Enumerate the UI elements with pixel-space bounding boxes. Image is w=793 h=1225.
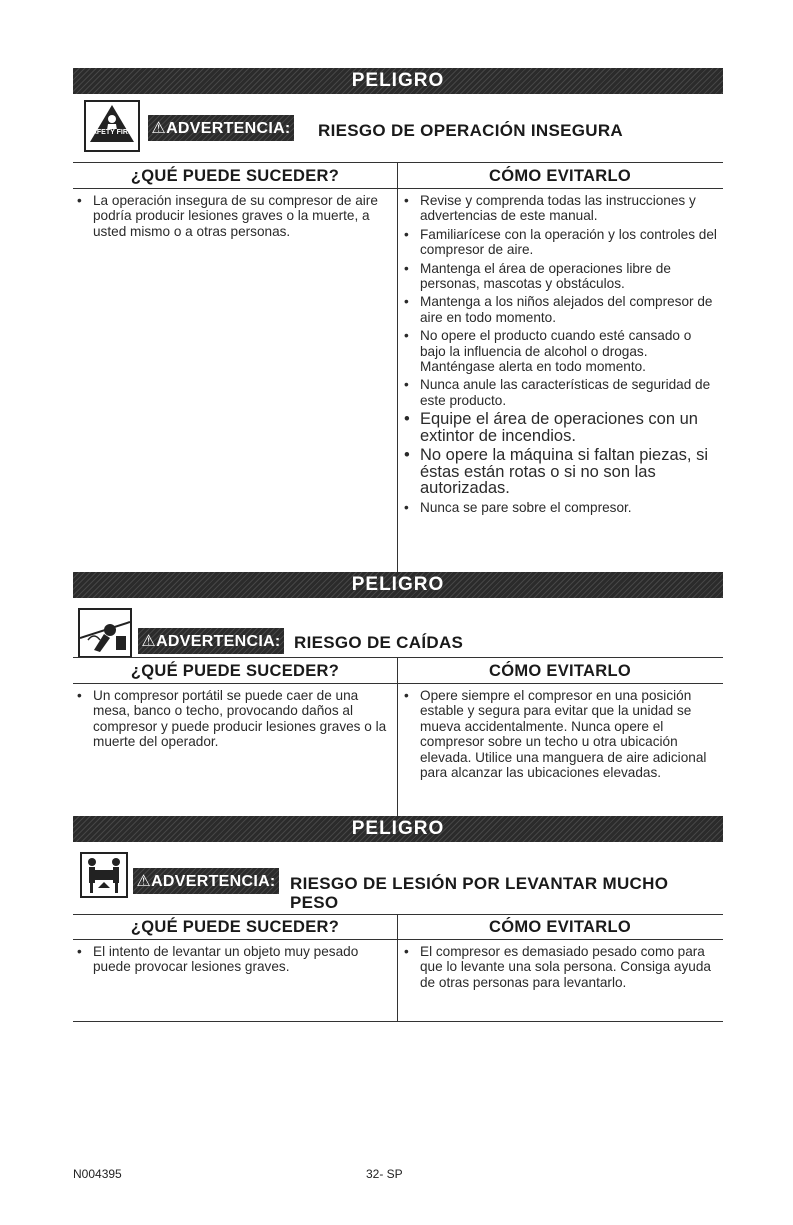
- how-to-avoid-header-1: CÓMO EVITARLO: [488, 167, 631, 185]
- list-item: • Nunca se pare sobre el compresor.: [400, 500, 718, 515]
- warning-badge-label: ⚠ADVERTENCIA:: [151, 120, 291, 137]
- section-rule-top-3: [73, 914, 723, 915]
- warning-badge-label: ⚠ADVERTENCIA:: [141, 633, 281, 650]
- what-can-happen-header-2: ¿QUÉ PUEDE SUCEDER?: [130, 662, 340, 680]
- header-rule-1: [73, 188, 723, 189]
- document-code: N004395: [73, 1167, 122, 1181]
- list-item: • Un compresor portátil se puede caer de una mesa, banco o techo, provocando daños al compresor y puede producir lesiones graves o la muerte del operador.: [73, 688, 391, 750]
- how-to-avoid-header-3: CÓMO EVITARLO: [488, 918, 631, 936]
- list-item: • El compresor es demasiado pesado como para que lo levante una sola persona. Consiga ayuda de otras personas para levantarlo.: [400, 944, 720, 990]
- warning-badge-label: ⚠ADVERTENCIA:: [136, 873, 276, 890]
- how-to-avoid-list-1: [400, 193, 718, 518]
- what-can-happen-header-3: ¿QUÉ PUEDE SUCEDER?: [130, 918, 340, 936]
- hazard-title-1: RIESGO DE OPERACIÓN INSEGURA: [318, 121, 623, 140]
- what-can-happen-header-1: ¿QUÉ PUEDE SUCEDER?: [130, 167, 340, 185]
- list-item: • No opere la máquina si faltan piezas, si éstas están rotas o si no son las autorizadas.: [400, 447, 718, 497]
- warning-badge-1: [148, 115, 294, 141]
- list-item: • Mantenga el área de operaciones libre de personas, mascotas y obstáculos.: [400, 261, 718, 292]
- section-rule-bottom-3: [73, 1021, 723, 1022]
- warning-badge-3: [133, 868, 279, 894]
- list-item: • Opere siempre el compresor en una posición estable y segura para evitar que la unidad se mueva accidentalmente. Nunca opere el compresor sobre un techo u otra ubicación elevada. Utilice una manguera de aire adicional para alcanzar las ubicaciones elevadas.: [400, 688, 720, 780]
- hazard-title-3: RIESGO DE LESIÓN POR LEVANTAR MUCHO PESO: [290, 874, 669, 912]
- list-item: • La operación insegura de su compresor de aire podría producir lesiones graves o la muerte, a usted mismo o a otras personas.: [73, 193, 385, 239]
- danger-banner-2: [73, 572, 723, 598]
- danger-banner-3: [73, 816, 723, 842]
- what-can-happen-list-3: [73, 944, 391, 978]
- header-rule-3: [73, 939, 723, 940]
- hazard-title-2: RIESGO DE CAÍDAS: [294, 633, 464, 652]
- list-item: • Revise y comprenda todas las instrucciones y advertencias de este manual.: [400, 193, 718, 224]
- safety-first-icon: [84, 100, 140, 152]
- list-item: • No opere el producto cuando esté cansado o bajo la influencia de alcohol o drogas. Manténgase alerta en todo momento.: [400, 328, 718, 374]
- how-to-avoid-header-2: CÓMO EVITARLO: [488, 662, 631, 680]
- danger-banner-label: PELIGRO: [351, 70, 445, 91]
- section-rule-top-2: [73, 657, 723, 658]
- page-number: 32- SP: [366, 1167, 403, 1181]
- list-item: • Equipe el área de operaciones con un extintor de incendios.: [400, 411, 718, 444]
- column-divider-1: [397, 162, 398, 572]
- list-item: • Mantenga a los niños alejados del compresor de aire en todo momento.: [400, 294, 718, 325]
- list-item: • Familiarícese con la operación y los controles del compresor de aire.: [400, 227, 718, 258]
- list-item: • El intento de levantar un objeto muy pesado puede provocar lesiones graves.: [73, 944, 391, 975]
- how-to-avoid-list-3: [400, 944, 720, 993]
- safety-first-label: SAFETY FIRST: [87, 129, 137, 136]
- danger-banner-1: [73, 68, 723, 94]
- list-item: • Nunca anule las características de seguridad de este producto.: [400, 377, 718, 408]
- danger-banner-label: PELIGRO: [351, 818, 445, 839]
- column-divider-2: [397, 657, 398, 816]
- falling-compressor-icon: [78, 608, 132, 658]
- header-rule-2: [73, 683, 723, 684]
- what-can-happen-list-1: [73, 193, 385, 242]
- how-to-avoid-list-2: [400, 688, 720, 783]
- two-person-lift-icon: [80, 852, 128, 898]
- warning-badge-2: [138, 628, 284, 654]
- what-can-happen-list-2: [73, 688, 391, 753]
- danger-banner-label: PELIGRO: [351, 574, 445, 595]
- column-divider-3: [397, 914, 398, 1021]
- section-rule-top-1: [73, 162, 723, 163]
